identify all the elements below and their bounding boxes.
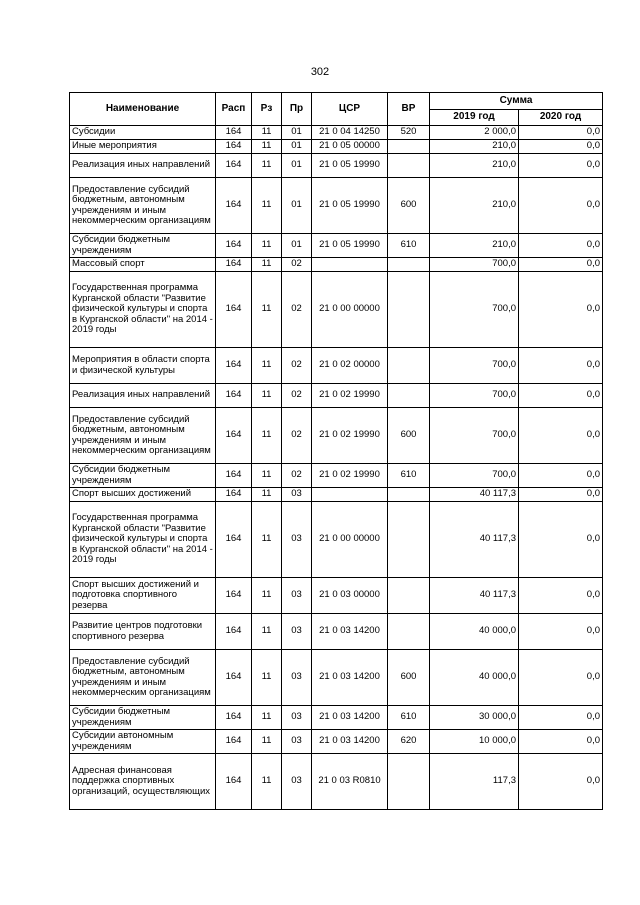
cell-rz: 11 bbox=[252, 730, 282, 754]
cell-2019: 700,0 bbox=[430, 348, 519, 384]
cell-2019: 40 000,0 bbox=[430, 650, 519, 706]
cell-rasp: 164 bbox=[216, 706, 252, 730]
cell-pr: 02 bbox=[282, 348, 312, 384]
cell-vr: 610 bbox=[388, 464, 430, 488]
cell-name: Развитие центров подготовки спортивного резерва bbox=[70, 614, 216, 650]
cell-vr bbox=[388, 154, 430, 178]
cell-csr: 21 0 02 19990 bbox=[312, 408, 388, 464]
cell-2020: 0,0 bbox=[519, 730, 603, 754]
cell-2020: 0,0 bbox=[519, 502, 603, 578]
cell-2020: 0,0 bbox=[519, 384, 603, 408]
cell-vr: 610 bbox=[388, 706, 430, 730]
page-number: 302 bbox=[310, 66, 330, 78]
cell-2019: 700,0 bbox=[430, 464, 519, 488]
cell-csr bbox=[312, 258, 388, 272]
cell-rasp: 164 bbox=[216, 408, 252, 464]
table-row bbox=[70, 140, 603, 154]
cell-rasp: 164 bbox=[216, 650, 252, 706]
cell-rasp: 164 bbox=[216, 258, 252, 272]
cell-rasp: 164 bbox=[216, 730, 252, 754]
cell-2019: 700,0 bbox=[430, 384, 519, 408]
cell-rz: 11 bbox=[252, 464, 282, 488]
cell-rz: 11 bbox=[252, 706, 282, 730]
cell-rasp: 164 bbox=[216, 502, 252, 578]
cell-rasp: 164 bbox=[216, 348, 252, 384]
cell-rasp: 164 bbox=[216, 178, 252, 234]
cell-vr bbox=[388, 348, 430, 384]
cell-pr: 01 bbox=[282, 178, 312, 234]
cell-rasp: 164 bbox=[216, 140, 252, 154]
cell-pr: 03 bbox=[282, 614, 312, 650]
cell-2019: 40 117,3 bbox=[430, 578, 519, 614]
cell-rz: 11 bbox=[252, 348, 282, 384]
cell-pr: 03 bbox=[282, 502, 312, 578]
table-row bbox=[70, 126, 603, 140]
cell-2020: 0,0 bbox=[519, 154, 603, 178]
cell-rasp: 164 bbox=[216, 488, 252, 502]
cell-rasp: 164 bbox=[216, 384, 252, 408]
cell-rasp: 164 bbox=[216, 614, 252, 650]
cell-name: Реализация иных направлений bbox=[70, 384, 216, 408]
cell-rz: 11 bbox=[252, 258, 282, 272]
cell-vr: 600 bbox=[388, 178, 430, 234]
cell-pr: 03 bbox=[282, 488, 312, 502]
cell-rz: 11 bbox=[252, 272, 282, 348]
cell-2019: 117,3 bbox=[430, 754, 519, 810]
cell-vr bbox=[388, 258, 430, 272]
cell-name: Субсидии бюджетным учреждениям bbox=[70, 464, 216, 488]
cell-name: Субсидии автономным учреждениям bbox=[70, 730, 216, 754]
cell-vr: 600 bbox=[388, 650, 430, 706]
cell-rz: 11 bbox=[252, 126, 282, 140]
cell-2019: 210,0 bbox=[430, 140, 519, 154]
table-row bbox=[70, 730, 603, 754]
cell-2019: 700,0 bbox=[430, 258, 519, 272]
table-row bbox=[70, 178, 603, 234]
cell-2020: 0,0 bbox=[519, 488, 603, 502]
cell-2020: 0,0 bbox=[519, 754, 603, 810]
header-name: Наименование bbox=[70, 93, 216, 126]
cell-rasp: 164 bbox=[216, 234, 252, 258]
cell-name: Спорт высших достижений и подготовка спортивного резерва bbox=[70, 578, 216, 614]
cell-csr: 21 0 05 19990 bbox=[312, 234, 388, 258]
cell-pr: 03 bbox=[282, 730, 312, 754]
table-row bbox=[70, 258, 603, 272]
cell-2020: 0,0 bbox=[519, 234, 603, 258]
header-vr: ВР bbox=[388, 93, 430, 126]
cell-csr: 21 0 04 14250 bbox=[312, 126, 388, 140]
cell-rz: 11 bbox=[252, 614, 282, 650]
cell-2020: 0,0 bbox=[519, 578, 603, 614]
cell-rasp: 164 bbox=[216, 272, 252, 348]
table-row bbox=[70, 464, 603, 488]
cell-2020: 0,0 bbox=[519, 258, 603, 272]
cell-vr bbox=[388, 384, 430, 408]
cell-pr: 02 bbox=[282, 272, 312, 348]
cell-pr: 02 bbox=[282, 258, 312, 272]
cell-name: Субсидии bbox=[70, 126, 216, 140]
table-row bbox=[70, 754, 603, 810]
cell-vr bbox=[388, 578, 430, 614]
cell-rasp: 164 bbox=[216, 578, 252, 614]
header-2020: 2020 год bbox=[519, 110, 603, 126]
cell-2020: 0,0 bbox=[519, 408, 603, 464]
table-row bbox=[70, 502, 603, 578]
cell-rz: 11 bbox=[252, 178, 282, 234]
cell-2019: 700,0 bbox=[430, 408, 519, 464]
cell-name: Спорт высших достижений bbox=[70, 488, 216, 502]
cell-name: Предоставление субсидий бюджетным, автономным учреждениям и иным некоммерческим организациям bbox=[70, 408, 216, 464]
cell-pr: 02 bbox=[282, 464, 312, 488]
table-row bbox=[70, 650, 603, 706]
cell-2020: 0,0 bbox=[519, 348, 603, 384]
table-row bbox=[70, 234, 603, 258]
cell-2019: 210,0 bbox=[430, 178, 519, 234]
cell-rasp: 164 bbox=[216, 154, 252, 178]
cell-csr: 21 0 03 R0810 bbox=[312, 754, 388, 810]
cell-2020: 0,0 bbox=[519, 706, 603, 730]
cell-vr bbox=[388, 754, 430, 810]
cell-vr bbox=[388, 140, 430, 154]
table-body bbox=[70, 126, 603, 810]
cell-name: Предоставление субсидий бюджетным, автономным учреждениям и иным некоммерческим организациям bbox=[70, 650, 216, 706]
cell-vr bbox=[388, 272, 430, 348]
cell-rasp: 164 bbox=[216, 126, 252, 140]
cell-vr bbox=[388, 502, 430, 578]
cell-vr bbox=[388, 488, 430, 502]
cell-rz: 11 bbox=[252, 234, 282, 258]
cell-csr bbox=[312, 488, 388, 502]
cell-rz: 11 bbox=[252, 384, 282, 408]
cell-name: Адресная финансовая поддержка спортивных организаций, осуществляющих bbox=[70, 754, 216, 810]
cell-pr: 03 bbox=[282, 578, 312, 614]
cell-vr: 600 bbox=[388, 408, 430, 464]
cell-csr: 21 0 05 00000 bbox=[312, 140, 388, 154]
cell-rasp: 164 bbox=[216, 464, 252, 488]
table-row bbox=[70, 154, 603, 178]
cell-name: Мероприятия в области спорта и физической культуры bbox=[70, 348, 216, 384]
cell-vr: 620 bbox=[388, 730, 430, 754]
cell-2019: 10 000,0 bbox=[430, 730, 519, 754]
cell-csr: 21 0 03 14200 bbox=[312, 650, 388, 706]
budget-table bbox=[69, 92, 603, 810]
cell-rz: 11 bbox=[252, 754, 282, 810]
cell-2020: 0,0 bbox=[519, 272, 603, 348]
table-row bbox=[70, 578, 603, 614]
cell-2020: 0,0 bbox=[519, 126, 603, 140]
cell-vr: 520 bbox=[388, 126, 430, 140]
cell-rz: 11 bbox=[252, 488, 282, 502]
cell-name: Субсидии бюджетным учреждениям bbox=[70, 706, 216, 730]
table-row bbox=[70, 706, 603, 730]
cell-pr: 03 bbox=[282, 650, 312, 706]
cell-csr: 21 0 05 19990 bbox=[312, 178, 388, 234]
table-row bbox=[70, 488, 603, 502]
cell-pr: 01 bbox=[282, 154, 312, 178]
cell-rz: 11 bbox=[252, 578, 282, 614]
cell-2020: 0,0 bbox=[519, 614, 603, 650]
table-row bbox=[70, 272, 603, 348]
cell-pr: 03 bbox=[282, 754, 312, 810]
cell-vr bbox=[388, 614, 430, 650]
header-pr: Пр bbox=[282, 93, 312, 126]
cell-2019: 40 000,0 bbox=[430, 614, 519, 650]
cell-2020: 0,0 bbox=[519, 178, 603, 234]
cell-name: Реализация иных направлений bbox=[70, 154, 216, 178]
cell-2019: 210,0 bbox=[430, 154, 519, 178]
cell-csr: 21 0 00 00000 bbox=[312, 272, 388, 348]
table-row bbox=[70, 614, 603, 650]
cell-name: Субсидии бюджетным учреждениям bbox=[70, 234, 216, 258]
cell-name: Предоставление субсидий бюджетным, автономным учреждениям и иным некоммерческим организациям bbox=[70, 178, 216, 234]
cell-rz: 11 bbox=[252, 502, 282, 578]
cell-pr: 01 bbox=[282, 140, 312, 154]
cell-rz: 11 bbox=[252, 650, 282, 706]
cell-rz: 11 bbox=[252, 154, 282, 178]
cell-2020: 0,0 bbox=[519, 650, 603, 706]
cell-2019: 40 117,3 bbox=[430, 488, 519, 502]
cell-name: Иные мероприятия bbox=[70, 140, 216, 154]
cell-name: Государственная программа Курганской области "Развитие физической культуры и спорта в Курганской области" на 2014 - 2019 годы bbox=[70, 502, 216, 578]
table-row bbox=[70, 408, 603, 464]
cell-csr: 21 0 03 14200 bbox=[312, 730, 388, 754]
cell-csr: 21 0 02 19990 bbox=[312, 384, 388, 408]
cell-pr: 03 bbox=[282, 706, 312, 730]
cell-name: Массовый спорт bbox=[70, 258, 216, 272]
header-2019: 2019 год bbox=[430, 110, 519, 126]
cell-pr: 01 bbox=[282, 126, 312, 140]
cell-2019: 2 000,0 bbox=[430, 126, 519, 140]
cell-2019: 700,0 bbox=[430, 272, 519, 348]
table-row bbox=[70, 348, 603, 384]
cell-2019: 210,0 bbox=[430, 234, 519, 258]
cell-pr: 02 bbox=[282, 408, 312, 464]
header-rz: Рз bbox=[252, 93, 282, 126]
header-rasp: Расп bbox=[216, 93, 252, 126]
cell-name: Государственная программа Курганской области "Развитие физической культуры и спорта в Курганской области" на 2014 - 2019 годы bbox=[70, 272, 216, 348]
cell-2019: 30 000,0 bbox=[430, 706, 519, 730]
cell-csr: 21 0 03 00000 bbox=[312, 578, 388, 614]
cell-csr: 21 0 03 14200 bbox=[312, 614, 388, 650]
cell-csr: 21 0 02 00000 bbox=[312, 348, 388, 384]
cell-pr: 01 bbox=[282, 234, 312, 258]
cell-2020: 0,0 bbox=[519, 140, 603, 154]
header-sum: Сумма bbox=[430, 93, 603, 110]
cell-pr: 02 bbox=[282, 384, 312, 408]
cell-2020: 0,0 bbox=[519, 464, 603, 488]
cell-2019: 40 117,3 bbox=[430, 502, 519, 578]
cell-csr: 21 0 05 19990 bbox=[312, 154, 388, 178]
cell-rz: 11 bbox=[252, 140, 282, 154]
header-csr: ЦСР bbox=[312, 93, 388, 126]
cell-csr: 21 0 03 14200 bbox=[312, 706, 388, 730]
table-row bbox=[70, 384, 603, 408]
cell-csr: 21 0 00 00000 bbox=[312, 502, 388, 578]
cell-csr: 21 0 02 19990 bbox=[312, 464, 388, 488]
cell-vr: 610 bbox=[388, 234, 430, 258]
cell-rz: 11 bbox=[252, 408, 282, 464]
cell-rasp: 164 bbox=[216, 754, 252, 810]
